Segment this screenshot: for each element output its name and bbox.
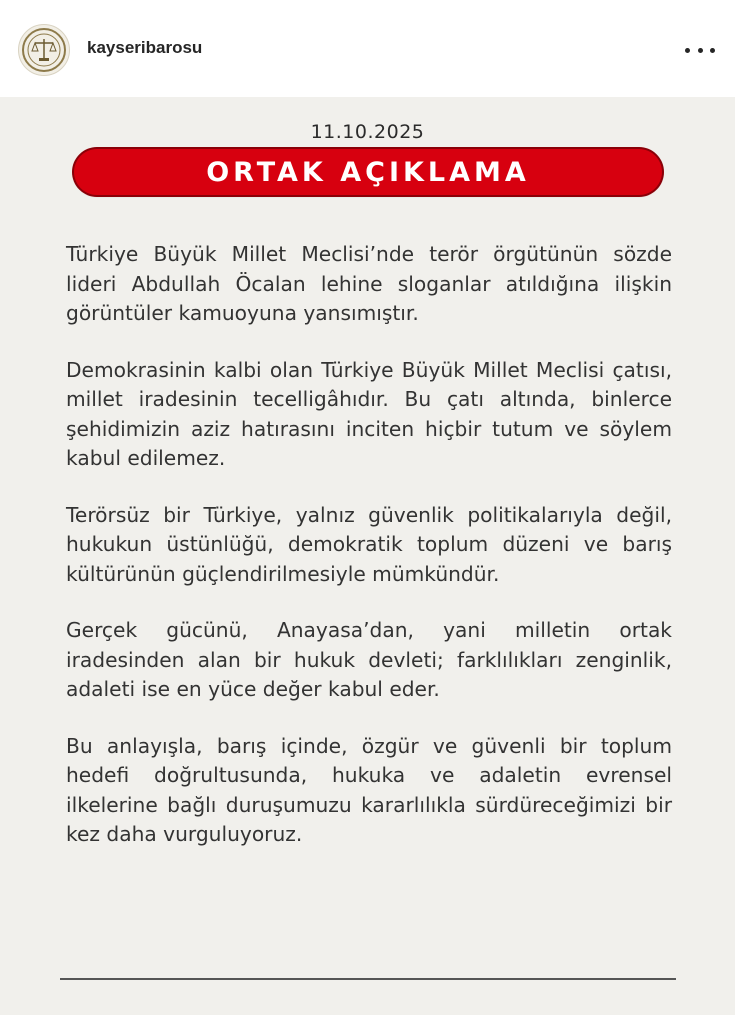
username[interactable]: kayseribarosu [87, 38, 203, 57]
dot [710, 48, 715, 53]
paragraph: Gerçek gücünü, Anayasa’dan, yani milletin ortak iradesinden alan bir hukuk devleti; farklılıkları zenginlik, adaleti ise en yüce değer kabul eder. [66, 618, 672, 701]
statement-date: 11.10.2025 [310, 121, 425, 143]
avatar[interactable] [18, 24, 70, 76]
dot [698, 48, 703, 53]
paragraph: Türkiye Büyük Millet Meclisi’nde terör örgütünün sözde lideri Abdullah Öcalan lehine sloganlar atıldığına ilişkin görüntüler kamuoyuna yansımıştır. [66, 242, 672, 325]
paragraph: Bu anlayışla, barış içinde, özgür ve güvenli bir toplum hedefi doğrultusunda, hukuka ve adaletin evrensel ilkelerine bağlı duruşumuzu kararlılıkla sürdüreceğimizi bir kez daha vurguluyoruz. [66, 733, 672, 846]
post-image [0, 97, 735, 1015]
more-options-icon[interactable] [685, 40, 715, 60]
bar-association-seal-icon [21, 27, 67, 73]
statement-title: ORTAK AÇIKLAMA [206, 156, 530, 188]
post-header [0, 0, 735, 97]
title-banner [74, 149, 662, 195]
dot [685, 48, 690, 53]
footer-divider [60, 978, 676, 980]
statement-body [66, 240, 672, 877]
paragraph: Terörsüz bir Türkiye, yalnız güvenlik politikalarıyla değil, hukukun üstünlüğü, demokratik toplum düzeni ve barış kültürünün güçlendirilmesiyle mümkündür. [66, 502, 672, 586]
paragraph: Demokrasinin kalbi olan Türkiye Büyük Millet Meclisi çatısı, millet iradesinin tecelligâhıdır. Bu çatı altında, binlerce şehidimizin aziz hatırasını inciten hiçbir tutum ve söylem kabul edilemez. [66, 357, 672, 470]
